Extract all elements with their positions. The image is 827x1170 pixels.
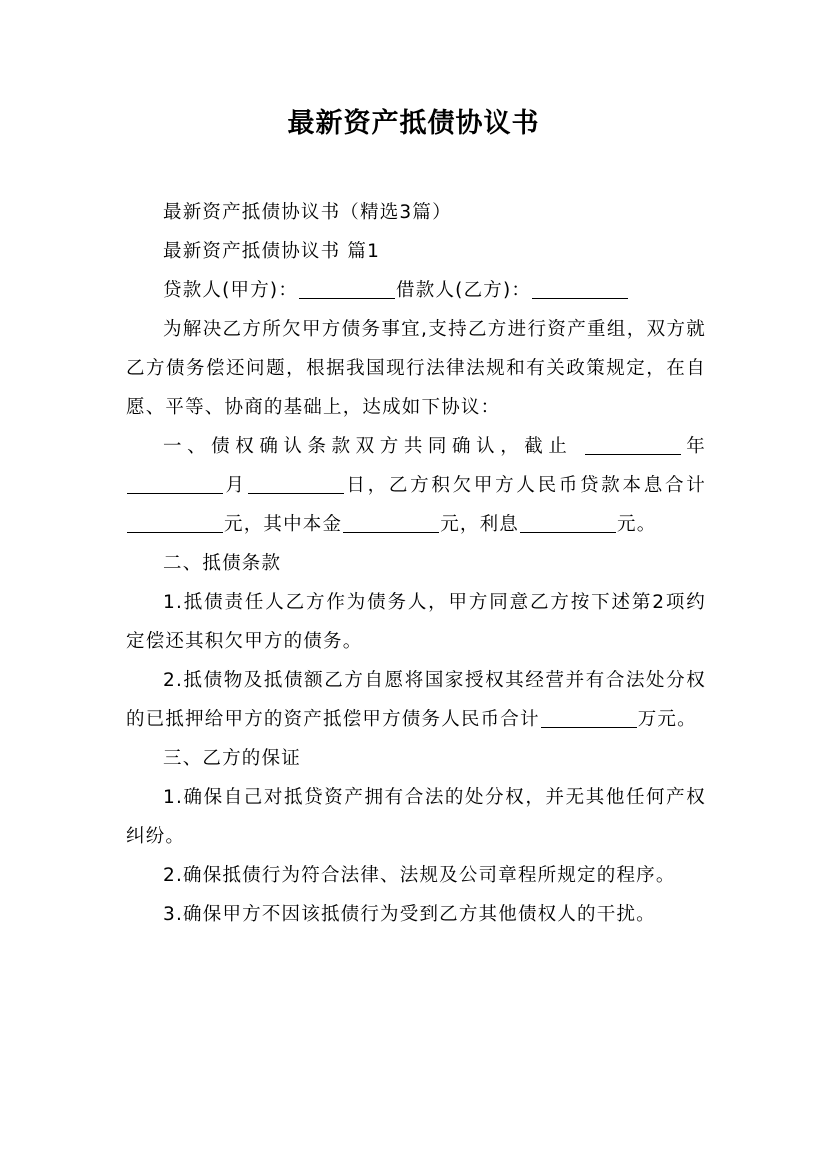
clause1-text: 一、债权确认条款双方共同确认，截止 [163,436,584,457]
principal-blank [343,514,439,534]
clause2-item1: 1.抵债责任人乙方作为债务人，甲方同意乙方按下述第2项约定偿还其积欠甲方的债务。 [126,592,706,652]
lender-label: 贷款人(甲方)： [163,280,299,301]
month-blank [127,475,223,495]
clause1-paragraph [126,427,706,544]
borrower-blank [532,280,628,300]
parties-line [126,271,706,310]
intro-paragraph: 为解决乙方所欠甲方债务事宜,支持乙方进行资产重组，双方就乙方债务偿还问题，根据我国现行法律法规和有关政策规定，在自愿、平等、协商的基础上，达成如下协议： [126,319,706,418]
clause2-item2-unit: 万元。 [637,709,697,730]
day-blank [248,475,344,495]
document-title: 最新资产抵债协议书 [287,108,540,139]
document-body [126,193,706,934]
interest-blank [520,514,616,534]
clause2-heading: 二、抵债条款 [163,553,282,574]
clause2-item2-text: 2.抵债物及抵债额乙方自愿将国家授权其经营并有合法处分权的已抵押给甲方的资产抵偿甲方债务人民币合计 [126,670,706,730]
interest-unit: 元。 [617,514,657,535]
borrower-label: 借款人(乙方)： [396,280,532,301]
lender-blank [299,280,395,300]
clause3-item1: 1.确保自己对抵贷资产拥有合法的处分权，并无其他任何产权纠纷。 [126,787,706,847]
day-text: 日，乙方积欠甲方人民币贷款本息合计 [344,475,706,496]
month-label: 月 [224,475,247,496]
clause3-item3: 3.确保甲方不因该抵债行为受到乙方其他债权人的干扰。 [163,904,656,925]
clause3-item2: 2.确保抵债行为符合法律、法规及公司章程所规定的程序。 [163,865,676,886]
clause3-heading: 三、乙方的保证 [163,748,301,769]
principal-unit: 元，利息 [440,514,520,535]
year-label: 年 [681,436,707,457]
section-heading: 最新资产抵债协议书 篇1 [163,241,381,262]
document-subtitle: 最新资产抵债协议书（精选3篇） [163,202,452,223]
total-blank [127,514,223,534]
amount-blank [541,709,637,729]
clause2-item2 [126,661,706,739]
total-unit: 元，其中本金 [224,514,343,535]
year-blank [585,436,681,456]
